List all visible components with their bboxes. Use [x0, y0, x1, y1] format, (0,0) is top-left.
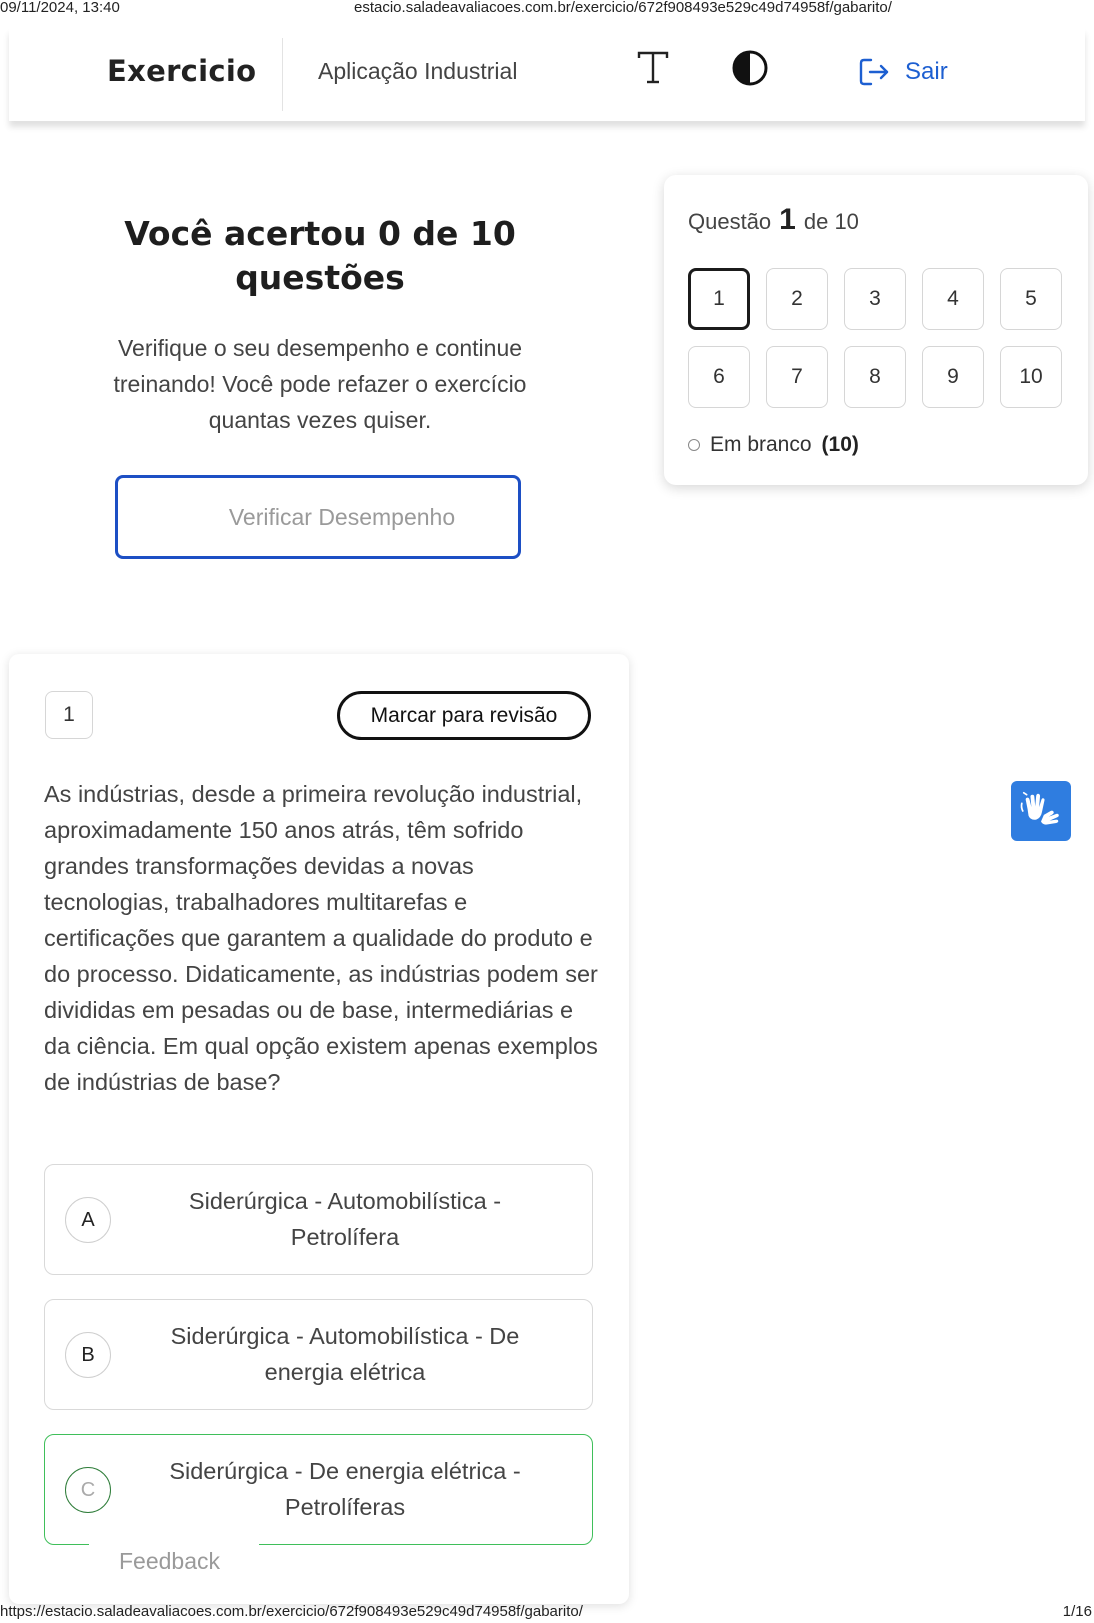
option-text: Siderúrgica - Automobilística - De energia elétrica — [170, 1323, 520, 1385]
sign-language-icon — [1018, 788, 1064, 834]
question-stem: As indústrias, desde a primeira revolução industrial, aproximadamente 150 anos atrás, têm sofrido grandes transformações devidas a novas tecnologias, trabalhadores multitarefas e certificações que garantem a qualidade do produto e do processo. Didaticamente, as indústrias podem ser divididas em pesadas ou de base, intermediárias e da ciência. Em qual opção existem apenas exemplos de indústrias de base? — [44, 781, 598, 1095]
blank-legend — [688, 433, 859, 457]
print-page-number: 1/16 — [1062, 1603, 1092, 1620]
feedback-tab[interactable] — [89, 1544, 259, 1604]
divider — [282, 38, 283, 111]
logout-icon — [857, 55, 891, 89]
contrast-icon[interactable] — [731, 49, 769, 87]
question-number: 1 — [45, 691, 93, 739]
question-counter-current: 1 — [779, 203, 796, 236]
question-button[interactable]: 3 — [844, 268, 906, 330]
question-button[interactable]: 5 — [1000, 268, 1062, 330]
blank-label: Em branco — [710, 433, 812, 456]
question-button[interactable]: 7 — [766, 346, 828, 408]
font-size-icon[interactable] — [633, 48, 673, 88]
app-title: Exercicio — [107, 54, 257, 88]
option-a[interactable] — [44, 1164, 593, 1275]
option-c[interactable] — [44, 1434, 593, 1545]
question-button[interactable]: 8 — [844, 346, 906, 408]
print-datetime: 09/11/2024, 13:40 — [0, 0, 120, 16]
sign-language-button[interactable] — [1011, 781, 1071, 841]
result-message: Verifique o seu desempenho e continue treinando! Você pode refazer o exercício quantas vezes quiser. — [113, 335, 527, 433]
logout-button[interactable] — [857, 52, 948, 92]
blank-count: (10) — [821, 433, 859, 456]
feedback-label: Feedback — [119, 1548, 221, 1574]
top-bar — [9, 28, 1085, 121]
question-card — [9, 654, 629, 1604]
question-button[interactable]: 6 — [688, 346, 750, 408]
option-text: Siderúrgica - Automobilística - Petrolífera — [188, 1188, 502, 1250]
question-button[interactable]: 1 — [688, 268, 750, 330]
print-header — [0, 0, 1094, 16]
logout-label: Sair — [905, 58, 948, 85]
subject-title: Aplicação Industrial — [318, 58, 518, 84]
question-button[interactable]: 2 — [766, 268, 828, 330]
question-button[interactable]: 10 — [1000, 346, 1062, 408]
verify-performance-button[interactable]: Verificar Desempenho — [115, 475, 521, 559]
result-title: Você acertou 0 de 10 questões — [124, 214, 516, 297]
option-letter: C — [65, 1467, 111, 1513]
blank-dot-icon — [688, 439, 700, 451]
mark-for-review-button[interactable]: Marcar para revisão — [337, 691, 591, 740]
option-text: Siderúrgica - De energia elétrica - Petrolíferas — [169, 1458, 521, 1520]
option-letter: A — [65, 1197, 111, 1243]
question-counter-suffix: de 10 — [803, 209, 859, 234]
print-footer-url: https://estacio.saladeavaliacoes.com.br/exercicio/672f908493e529c49d74958f/gabarito/ — [0, 1603, 583, 1620]
print-header-url: estacio.saladeavaliacoes.com.br/exercicio/672f908493e529c49d74958f/gabarito/ — [354, 0, 892, 16]
question-navigator — [664, 175, 1088, 485]
question-button[interactable]: 4 — [922, 268, 984, 330]
result-summary — [60, 212, 580, 438]
question-counter — [688, 203, 859, 237]
question-counter-prefix: Questão — [688, 209, 772, 234]
question-button[interactable]: 9 — [922, 346, 984, 408]
option-b[interactable] — [44, 1299, 593, 1410]
option-letter: B — [65, 1332, 111, 1378]
print-footer — [0, 1603, 1094, 1623]
question-grid — [688, 268, 1062, 408]
